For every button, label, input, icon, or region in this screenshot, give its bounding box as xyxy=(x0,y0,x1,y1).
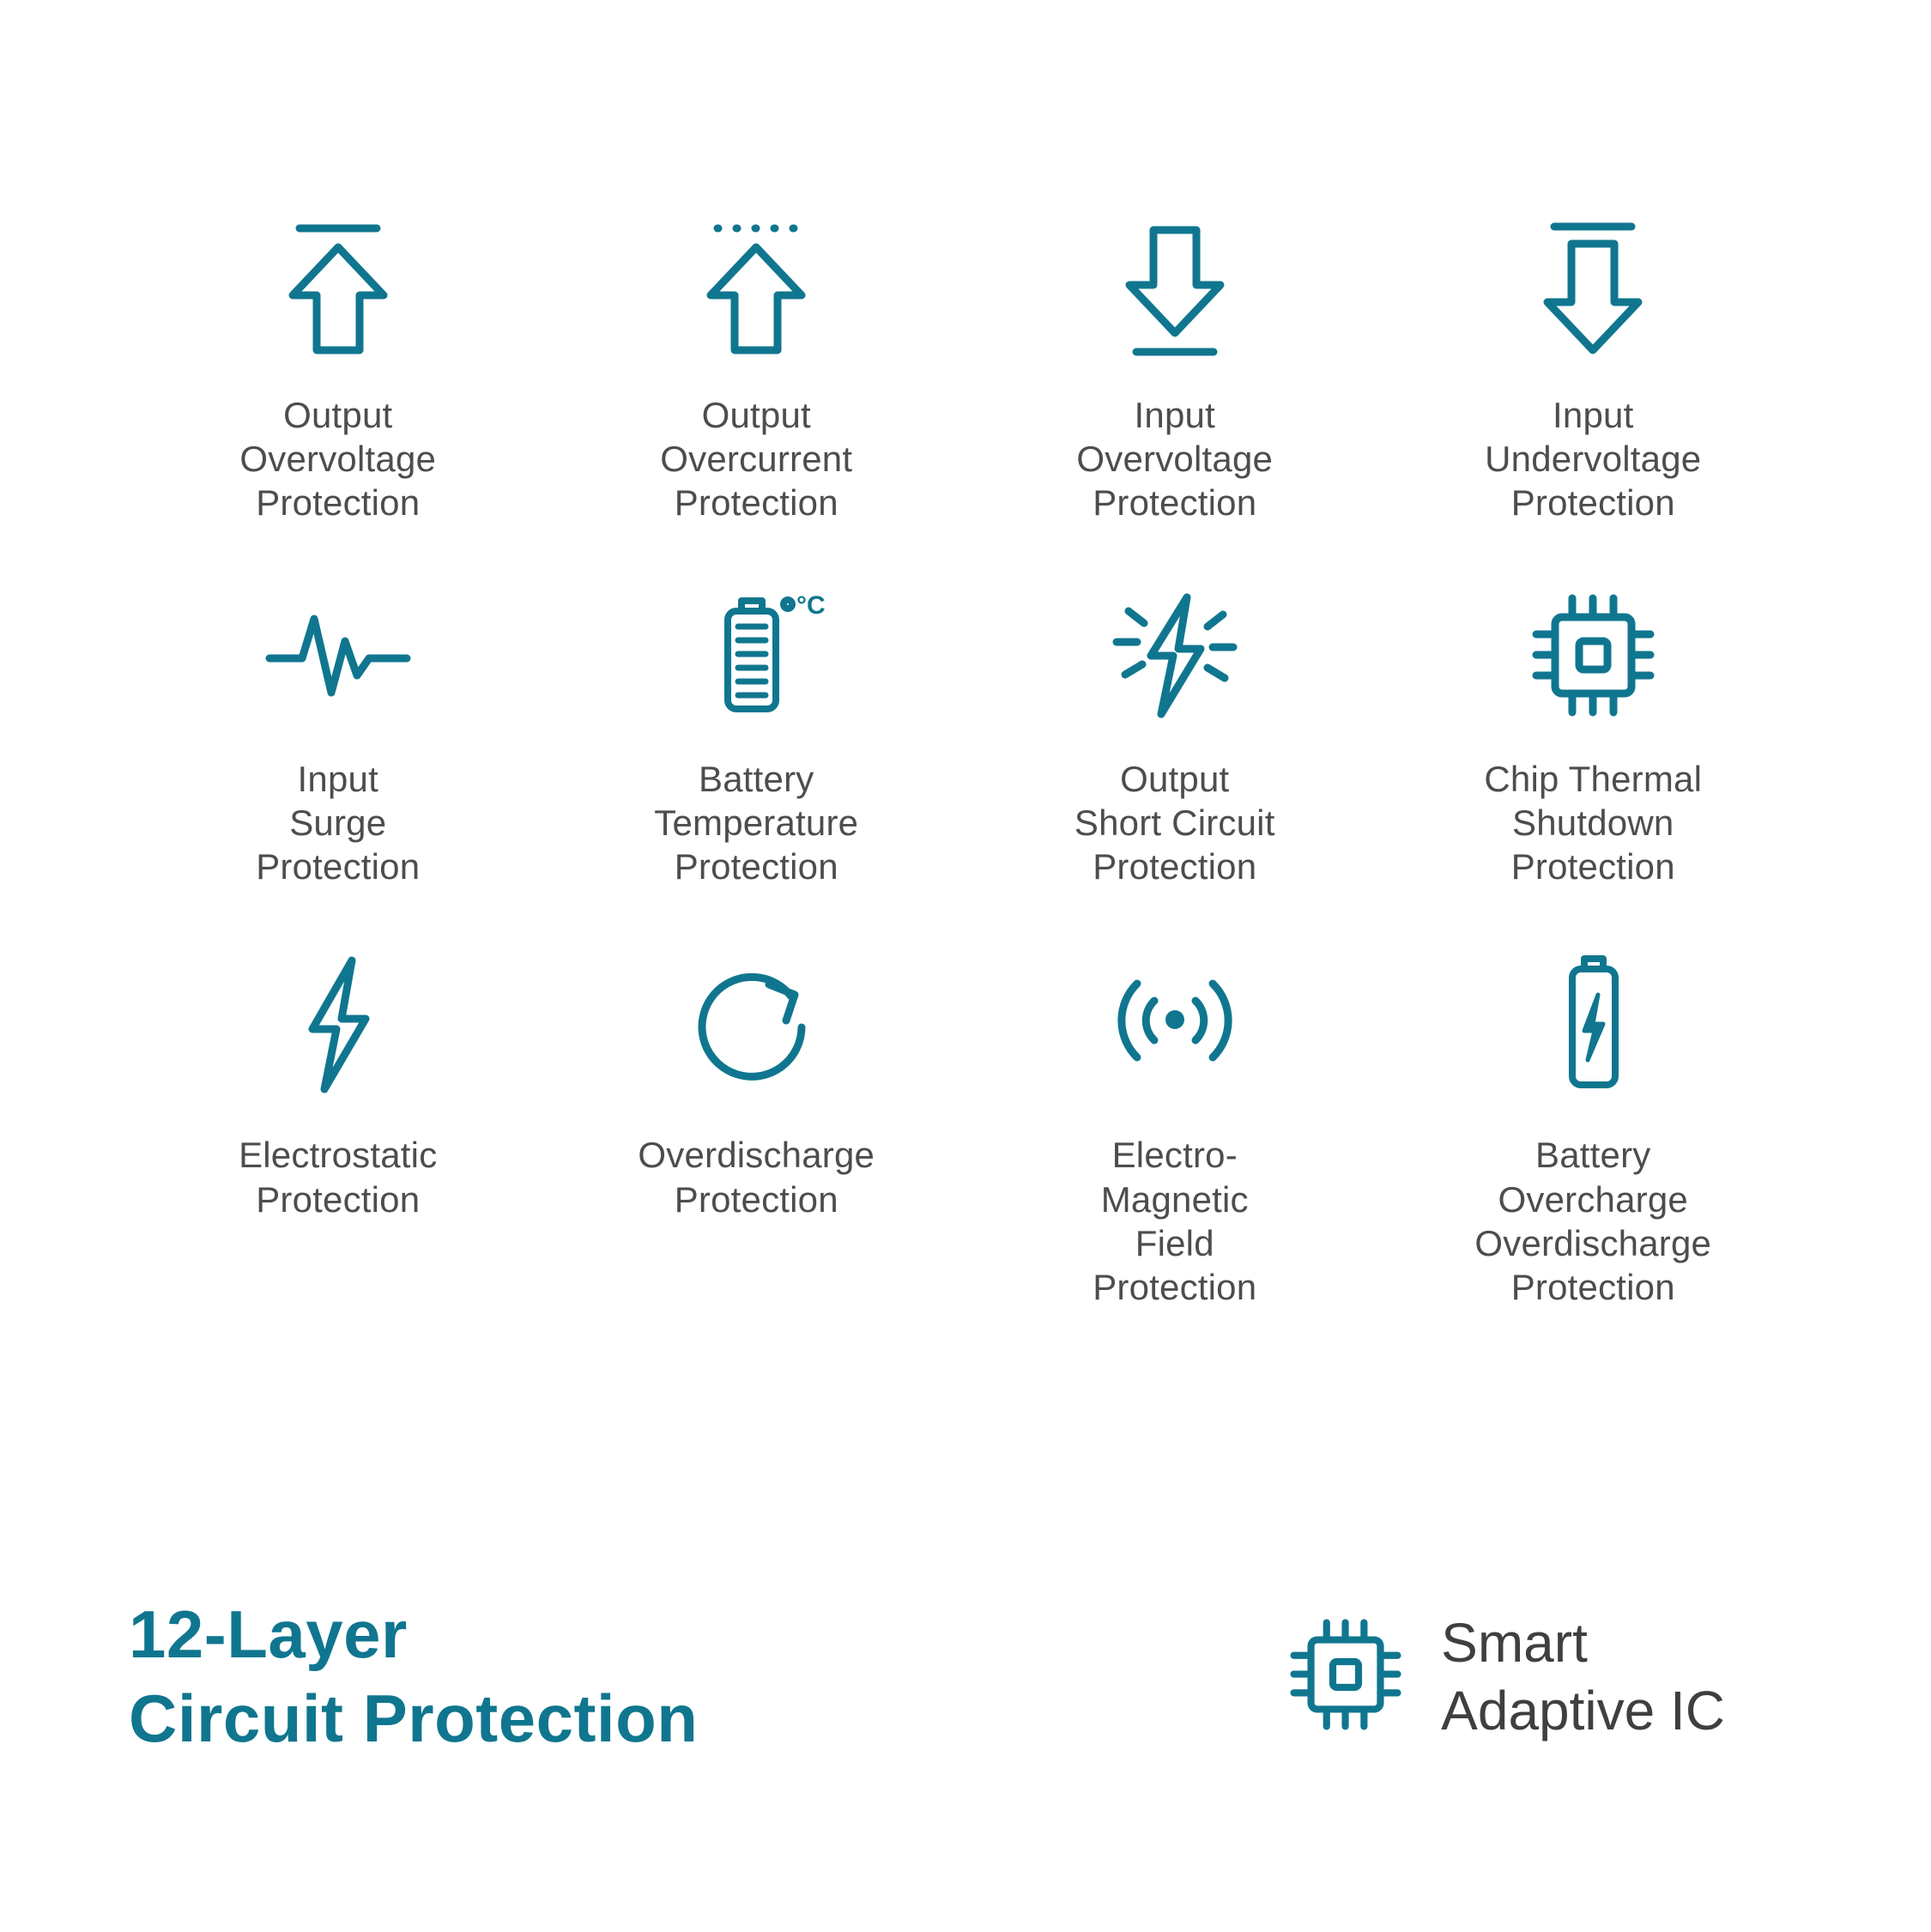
chip-icon xyxy=(1281,1610,1410,1743)
feature-item xyxy=(1384,570,1803,889)
feature-label: Output Short Circuit Protection xyxy=(1074,758,1275,887)
feature-item xyxy=(129,933,548,1309)
feature-label: Electro- Magnetic Field Protection xyxy=(1093,1135,1257,1308)
feature-label: Electrostatic Protection xyxy=(239,1135,438,1220)
arrow-up-with-dotted-bar-icon xyxy=(683,197,829,378)
battery-bolt-icon xyxy=(1533,933,1653,1117)
feature-item xyxy=(548,570,966,889)
headline: 12-Layer Circuit Protection xyxy=(129,1596,699,1756)
celsius-badge: °C xyxy=(796,591,826,620)
feature-item xyxy=(966,570,1384,889)
feature-item xyxy=(129,570,548,889)
arrow-down-from-bar-icon xyxy=(1520,197,1666,378)
feature-label: Input Surge Protection xyxy=(256,758,421,887)
feature-label: Output Overvoltage Protection xyxy=(239,395,437,524)
feature-label: Battery Temperature Protection xyxy=(654,758,859,887)
feature-item xyxy=(1384,197,1803,525)
arrow-up-with-bar-above-icon xyxy=(265,197,411,378)
waveform-pulse-icon xyxy=(261,570,415,742)
arrow-down-to-bar-icon xyxy=(1102,197,1248,378)
footer xyxy=(129,1593,1802,1760)
refresh-circular-arrow-icon xyxy=(681,933,832,1117)
battery-temperature-icon xyxy=(683,570,829,742)
feature-item xyxy=(966,933,1384,1309)
short-circuit-bolt-icon xyxy=(1098,570,1252,742)
feature-label: Battery Overcharge Overdischarge Protection xyxy=(1474,1135,1712,1308)
electrostatic-bolt-icon xyxy=(278,933,398,1117)
feature-label: Chip Thermal Shutdown Protection xyxy=(1484,758,1703,887)
badge-label: Smart Adaptive IC xyxy=(1441,1612,1725,1741)
feature-item xyxy=(129,197,548,525)
feature-label: Input Overvoltage Protection xyxy=(1076,395,1274,524)
feature-label: Overdischarge Protection xyxy=(638,1135,875,1220)
feature-item xyxy=(548,197,966,525)
feature-label: Output Overcurrent Protection xyxy=(660,395,853,524)
smart-adaptive-ic-badge xyxy=(1281,1609,1725,1743)
feature-item xyxy=(1384,933,1803,1309)
feature-label: Input Undervoltage Protection xyxy=(1485,395,1702,524)
electromagnetic-waves-icon xyxy=(1098,933,1252,1117)
feature-item xyxy=(966,197,1384,525)
protection-feature-grid xyxy=(129,197,1802,1309)
chip-thermal-icon xyxy=(1522,570,1664,742)
feature-item xyxy=(548,933,966,1309)
